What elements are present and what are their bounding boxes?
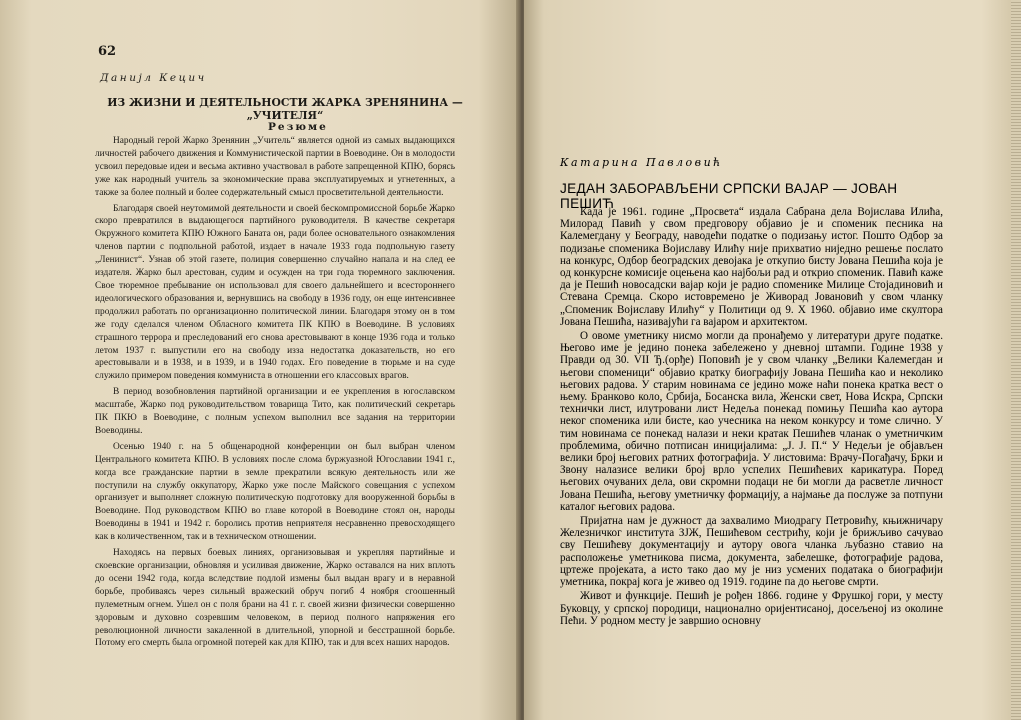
- paragraph: Пријатна нам је дужност да захвалимо Миодрагу Петровићу, књижничару Железничког института ЗЈЖ, Пешићевом сестрићу, који је брижљиво сачувао сву Пешићеву документацију и аутору овога чланка љубазно ставио на расположење уметникова писма, документа, забелешке, фотографије радова, цртеже пројеката, а исто тако дао му је низ усмених података о биографији уметника, покрај кога је живео од 1919. године па до његове смрти.: [560, 515, 943, 589]
- article-body: [95, 135, 455, 650]
- page-edges: [1011, 0, 1021, 720]
- paragraph: Када је 1961. године „Просвета“ издала Сабрана дела Војислава Илића, Милорад Павић у свом предговору објавио је и споменик песника на Калемегдану у Београду, наводећи податке о подизању истог. Пошто Одбор за подизање споменика Војиславу Илићу није прихватио ниједно решење послато на конкурс, Одбор београдских девојака је откупио бисту Јована Пешића која је од конкурсне комисије оцењена као најбољи рад и открио споменик. Павић каже да је Пешић новосадски вајар који је радио споменике Милице Стојадиновић и Стевана Сремца. Скоро истовремено је Живорад Јовановић у свом чланку „Споменик Војиславу Илићу“ у Политици од 9. X 1960. објавио име скултора Јована Пешића, називајући га вајаром и архитектом.: [560, 206, 943, 328]
- paragraph: Осенью 1940 г. на 5 общенародной конференции он был выбран членом Центрального комитета КПЮ. В условиях после слома буржуазной Югославии 1941 г., когда все гражданские партии в земле прекратили всякую деятельность или же поступили на службу оккупатору, Жарко уже после Майского совещания с успехом организует и выполняет сложную политическую подготовку для вооруженной борьбы в Воеводине. Под руководством КПЮ во главе которой в Воеводине стоял он, народы Воеводины в 1941 и 1942 г. боролись против неприятеля несравненно превосходящего как в количественном, так и в техническом отношении.: [95, 441, 455, 543]
- page-number: 62: [98, 44, 117, 59]
- article-title: ИЗ ЖИЗНИ И ДЕЯТЕЛЬНОСТИ ЖАРКА ЗРЕНЯНИНА — „УЧИТЕЛЯ“: [107, 96, 463, 122]
- article-subheading: Резюме: [268, 121, 328, 133]
- article-body: [560, 206, 943, 627]
- article-author: Даниjл Кецич: [100, 72, 207, 84]
- article-title: ЈЕДАН ЗАБОРАВЉЕНИ СРПСКИ ВАЈАР — ЈОВАН ПЕШИЋ: [560, 181, 898, 211]
- paragraph: Народный герой Жарко Зренянин „Учитель“ является одной из самых выдающихся личностей рабочего движения и Коммунистической партии в Воеводине. Он в молодости усвоил передовые идеи и весьма активно участвовал в работе запрещенной КПЮ, борясь уже как народный учитель за экономические права эксплуатируемых и угнетенных, а также за более полный и более содержательный смысл просветительной деятельности.: [95, 136, 455, 198]
- paragraph: В период возобновления партийной организации и ее укрепления в югославском масштабе, Жарко под руководительством товарища Тито, как политический секретарь ПК ПКЮ в Воеводине, с полным успехом выполнил все задания на территории Воеводины.: [95, 387, 455, 436]
- paragraph: Живот и функције. Пешић је рођен 1866. године у Фрушкој гори, у месту Буковцу, у српској породици, национално оријентисаној, досељеној из околине Пећи. У родном месту је завршио основну: [560, 590, 943, 627]
- article-author: Катарина Павловић: [560, 156, 723, 169]
- paragraph: Находясь на первых боевых линиях, организовывая и укрепляя партийные и скоевские организации, обновляя и усиливая движение, Жарко оставался на них вплоть до осени 1942 года, когда вследствие подлой измены был выдан врагу и в неравной борьбе, пробиваясь через сильный вражеский обруч погиб 4 ноября сгоошенный пулеметным огнем. Ушел он с поля брани на 41 г. г. своей жизни физически совершенно здоровым и духовно созревшим человеком, в период полного напряжения его революционной личности закаленной в длительной, упорной и бесстрашной борьбе. Потому его смерть была огромной потерей как для КПЮ, так и для всех наших народов.: [95, 548, 455, 649]
- paragraph: Благодаря своей неутомимой деятельности и своей бескомпромиссной борьбе Жарко скоро превратился в выдающегося партийного руководителя. В качестве секретаря Окружного комитета КПЮ Южного Баната он, ради более основательного ознакомления членов партии с подпольной работой, издает в начале 1933 года подпольную газету „Ленинист“. Узнав об этой газете, полиция совершенно случайно напала и на след ее издателя. Жарко был арестован, судим и осужден на три года тюремного заключения. Свое тюремное пребывание он использовал для своего дальнейшего и всестороннего идеологического образования и, вернувшись на свободу в 1936 году, он еще интенсивнее продолжил работать по организационно политической линии. Благодаря этому он в том же году сделался членом Обласного комитета ПК КПЮ в Воеводине. В условиях страшного террора и преследований его снова арестовывают в конце 1936 года и только летом 1937 г. выпустили его на свободу изза недостатка доказательств, но его арестовывали и в 1938, и в 1939, и в 1940 годах. Его поведение в тюрьме и на суде служило примером поведения коммуниста в отношении его классовых врагов.: [95, 203, 455, 382]
- paragraph: О овоме уметнику нисмо могли да пронађемо у литератури друге податке. Његово име је једино понека забележено у дневној штампи. Године 1938 у Правди од 30. VII Ђ.(орђе) Поповић је у свом чланку „Велики Калемегдан и његови споменици“ објавио кратку биографију Јована Пешића као и неколико његових радова. У старим новинама се једино може наћи понека кратка вест о њему. Бранково коло, Србија, Босанска вила, Женски свет, Нова Искра, Српски технички лист, илутровани лист Недеља понекад помињу Пешића као аутора неког споменика или бисте, као учесника на неком конкурсу и томе слично. У тим новинама се понекад налази и неки кратак Пешићев чланак о уметничким проблемима, обично потписан иницијалима: „J. J. П.“ У Недељи је објављен велики број његових ратних фотографија. У листовима: Врачу-Погађачу, Брки и Звону налазисе велики број врло успелих Пешићевих карикатура. Поред његових очуваних дела, ови скромни подаци не би могли да расветле личност Јована Пешића, његову уметничку формацију, а најмање да послуже за потпуни каталог његових радова.: [560, 330, 943, 513]
